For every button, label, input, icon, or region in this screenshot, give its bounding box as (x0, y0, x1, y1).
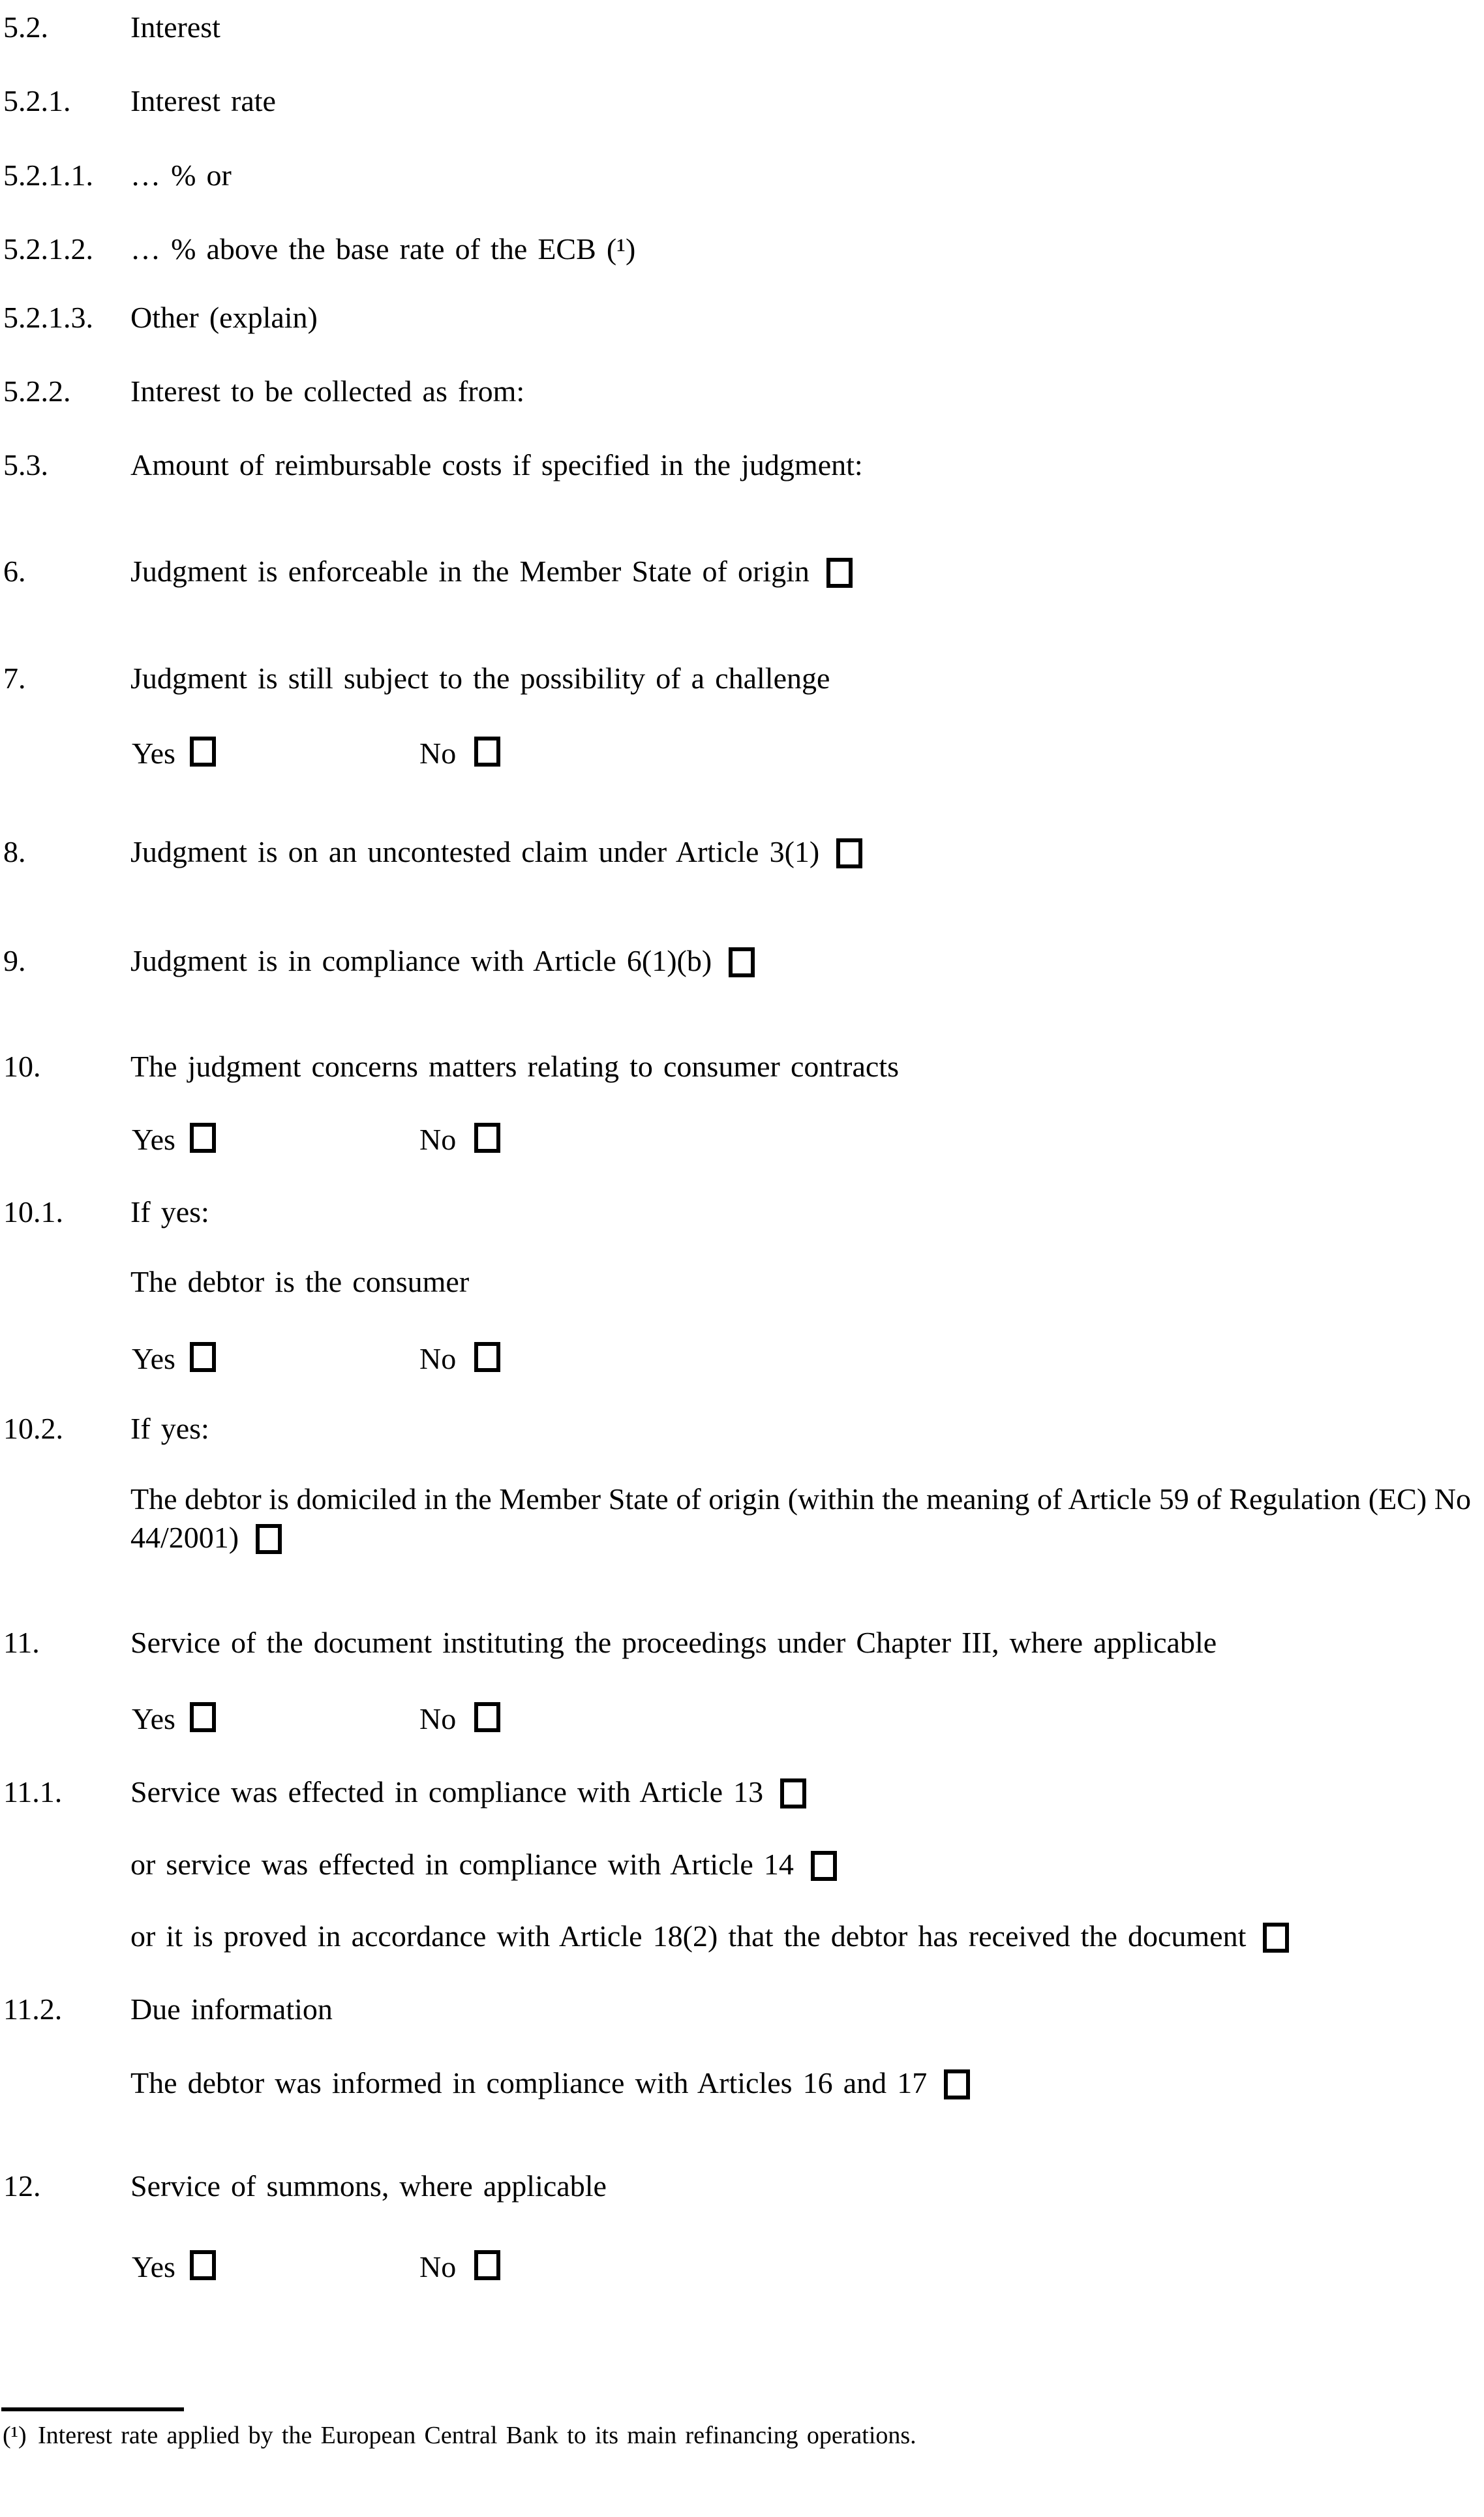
item-checkbox[interactable] (811, 1851, 837, 1881)
form-row-5.2.1 (0, 82, 1484, 121)
form-row-7 (0, 659, 1484, 698)
yes-checkbox[interactable] (190, 1342, 216, 1372)
form-row-5.2.1.2 (0, 230, 1484, 269)
form-row-10.2 (0, 1409, 1484, 1448)
item-text-line (0, 832, 1484, 872)
item-text-line (0, 1409, 1484, 1448)
item-checkbox[interactable] (944, 2069, 970, 2099)
no-checkbox[interactable] (474, 1342, 500, 1372)
item-number: 5.2. (3, 10, 48, 44)
form-row-9 (0, 941, 1484, 981)
yes-label: Yes (132, 1702, 175, 1735)
yes-checkbox[interactable] (190, 1123, 216, 1153)
item-text: Service of the document instituting the proceedings under Chapter III, where applicable (130, 1626, 1217, 1659)
item-number: 5.2.2. (3, 374, 71, 408)
item-text: or it is proved in accordance with Article 18(2) that the debtor has received the document (130, 1919, 1247, 1953)
form-row-10.1-yn (0, 1339, 1484, 1379)
form-row-10.2-a (0, 1480, 1484, 1557)
no-checkbox[interactable] (474, 737, 500, 767)
form-row-11 (0, 1623, 1484, 1662)
item-number: 10.2. (3, 1412, 63, 1445)
item-text-line (0, 1773, 1484, 1812)
item-text-line (0, 298, 1484, 337)
item-checkbox[interactable] (729, 947, 755, 977)
item-text: Other (explain) (130, 301, 318, 334)
form-row-5.2 (0, 8, 1484, 47)
form-row-10.1 (0, 1193, 1484, 1232)
item-checkbox[interactable] (1263, 1923, 1289, 1953)
item-number: 10.1. (3, 1195, 63, 1228)
form-row-11.2 (0, 1990, 1484, 2029)
item-text: Due information (130, 1992, 333, 2026)
yes-checkbox[interactable] (190, 737, 216, 767)
no-label: No (419, 737, 457, 770)
item-text-line (0, 941, 1484, 981)
item-checkbox[interactable] (256, 1524, 282, 1554)
item-text-line (0, 2064, 1484, 2103)
footnote (3, 2418, 1480, 2453)
item-number: 11.1. (3, 1775, 63, 1808)
no-label: No (419, 1342, 457, 1375)
item-number: 11. (3, 1626, 40, 1659)
item-text-line (0, 659, 1484, 698)
item-text: Service of summons, where applicable (130, 2169, 607, 2203)
item-number: 9. (3, 944, 26, 977)
yes-label: Yes (132, 737, 175, 770)
form-row-6 (0, 552, 1484, 591)
form-row-11.1-c (0, 1917, 1484, 1956)
form-row-8 (0, 832, 1484, 872)
item-text-line (0, 1917, 1484, 1956)
form-row-11.1-b (0, 1845, 1484, 1884)
item-text-line (0, 1623, 1484, 1662)
item-text-line (0, 552, 1484, 591)
item-text: The debtor is the consumer (130, 1265, 470, 1298)
form-row-12 (0, 2167, 1484, 2206)
item-number: 8. (3, 835, 26, 868)
item-text: … % or (130, 159, 232, 192)
item-text: Interest (130, 10, 220, 44)
no-checkbox[interactable] (474, 2250, 500, 2280)
yes-checkbox[interactable] (190, 1702, 216, 1732)
item-checkbox[interactable] (780, 1778, 806, 1808)
item-number: 12. (3, 2169, 41, 2203)
item-text: Interest rate (130, 84, 276, 117)
item-number: 5.2.1.1. (3, 159, 93, 192)
footnote-marker: (¹) (3, 2422, 27, 2449)
item-text: The judgment concerns matters relating to consumer contracts (130, 1050, 899, 1083)
yes-label: Yes (132, 2250, 175, 2283)
footnote-text: Interest rate applied by the European Central Bank to its main refinancing operations. (38, 2422, 916, 2449)
form-row-7-yn (0, 734, 1484, 773)
item-text-line (0, 1047, 1484, 1086)
item-text: … % above the base rate of the ECB (¹) (130, 232, 636, 266)
item-text: Judgment is enforceable in the Member State of origin (130, 555, 810, 588)
footnote-rule (1, 2407, 184, 2411)
no-checkbox[interactable] (474, 1702, 500, 1732)
form-row-5.3 (0, 446, 1484, 485)
form-row-12-yn (0, 2248, 1484, 2287)
item-text: Amount of reimbursable costs if specified in the judgment: (130, 448, 863, 481)
form-row-11.2-a (0, 2064, 1484, 2103)
item-text: Service was effected in compliance with Article 13 (130, 1775, 764, 1808)
item-text: The debtor is domiciled in the Member State of origin (within the meaning of Article 59 of Regulation (EC) No 44/2001) (130, 1482, 1471, 1554)
item-text: If yes: (130, 1412, 209, 1445)
item-text-line (0, 1990, 1484, 2029)
item-number: 10. (3, 1050, 41, 1083)
yes-checkbox[interactable] (190, 2250, 216, 2280)
no-label: No (419, 2250, 457, 2283)
form-row-10-yn (0, 1120, 1484, 1159)
item-text: If yes: (130, 1195, 209, 1228)
form-row-5.2.2 (0, 372, 1484, 411)
item-text-line (0, 1480, 1471, 1557)
item-text-line (0, 372, 1484, 411)
form-row-10.1-a (0, 1262, 1484, 1302)
item-text-line (0, 1262, 1484, 1302)
item-checkbox[interactable] (826, 558, 853, 588)
item-text: Interest to be collected as from: (130, 374, 525, 408)
item-text: Judgment is on an uncontested claim under Article 3(1) (130, 835, 820, 868)
item-checkbox[interactable] (836, 838, 862, 868)
form-row-11.1 (0, 1773, 1484, 1812)
item-text: Judgment is still subject to the possibility of a challenge (130, 662, 830, 695)
item-text-line (0, 2167, 1484, 2206)
item-text-line (0, 8, 1484, 47)
item-text-line (0, 1193, 1484, 1232)
item-text-line (0, 230, 1484, 269)
form-row-5.2.1.1 (0, 156, 1484, 195)
item-number: 6. (3, 555, 26, 588)
form-row-11-yn (0, 1700, 1484, 1739)
item-number: 5.2.1.2. (3, 232, 93, 266)
item-number: 5.2.1.3. (3, 301, 93, 334)
item-text-line (0, 156, 1484, 195)
item-number: 5.3. (3, 448, 48, 481)
yes-label: Yes (132, 1342, 175, 1375)
item-text: or service was effected in compliance with Article 14 (130, 1848, 794, 1881)
no-label: No (419, 1123, 457, 1156)
item-number: 11.2. (3, 1992, 63, 2026)
item-text-line (0, 82, 1484, 121)
form-row-10 (0, 1047, 1484, 1086)
no-label: No (419, 1702, 457, 1735)
yes-label: Yes (132, 1123, 175, 1156)
item-number: 7. (3, 662, 26, 695)
form-row-5.2.1.3 (0, 298, 1484, 337)
item-text-line (0, 1845, 1484, 1884)
item-text: The debtor was informed in compliance with Articles 16 and 17 (130, 2066, 928, 2099)
item-number: 5.2.1. (3, 84, 71, 117)
no-checkbox[interactable] (474, 1123, 500, 1153)
item-text: Judgment is in compliance with Article 6(1)(b) (130, 944, 712, 977)
item-text-line (0, 446, 1484, 485)
